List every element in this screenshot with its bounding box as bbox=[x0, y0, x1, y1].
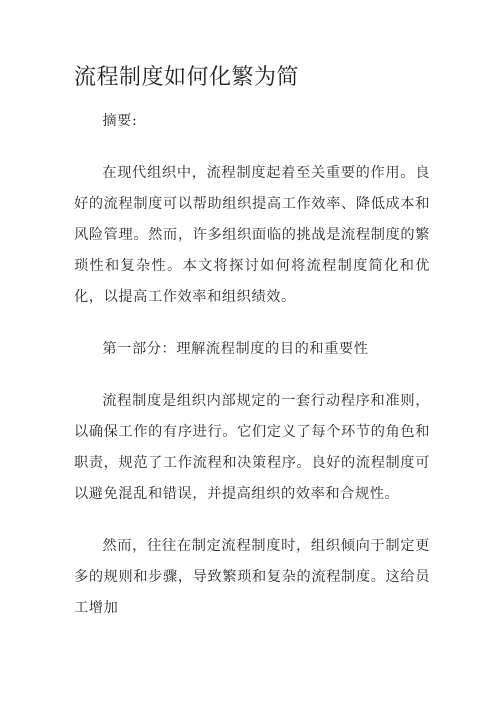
intro-paragraph: 在现代组织中，流程制度起着至关重要的作用。良好的流程制度可以帮助组织提高工作效率、降低成本和风险管理。然而，许多组织面临的挑战是流程制度的繁琐性和复杂性。本文将探讨如何将流程制度简化和优化，以提高工作效率和组织绩效。 bbox=[74, 165, 430, 305]
body-paragraph-complexity: 然而，往往在制定流程制度时，组织倾向于制定更多的规则和步骤，导致繁琐和复杂的流程制度。这给员工增加 bbox=[74, 538, 430, 616]
document-title: 流程制度如何化繁为简 bbox=[74, 65, 300, 90]
section-heading-part-one: 第一部分：理解流程制度的目的和重要性 bbox=[102, 341, 369, 357]
body-paragraph-definition: 流程制度是组织内部规定的一套行动程序和准则，以确保工作的有序进行。它们定义了每个环节的角色和职责，规范了工作流程和决策程序。良好的流程制度可以避免混乱和错误，并提高组织的效率和合规性。 bbox=[74, 393, 430, 502]
abstract-label: 摘要: bbox=[102, 113, 138, 129]
